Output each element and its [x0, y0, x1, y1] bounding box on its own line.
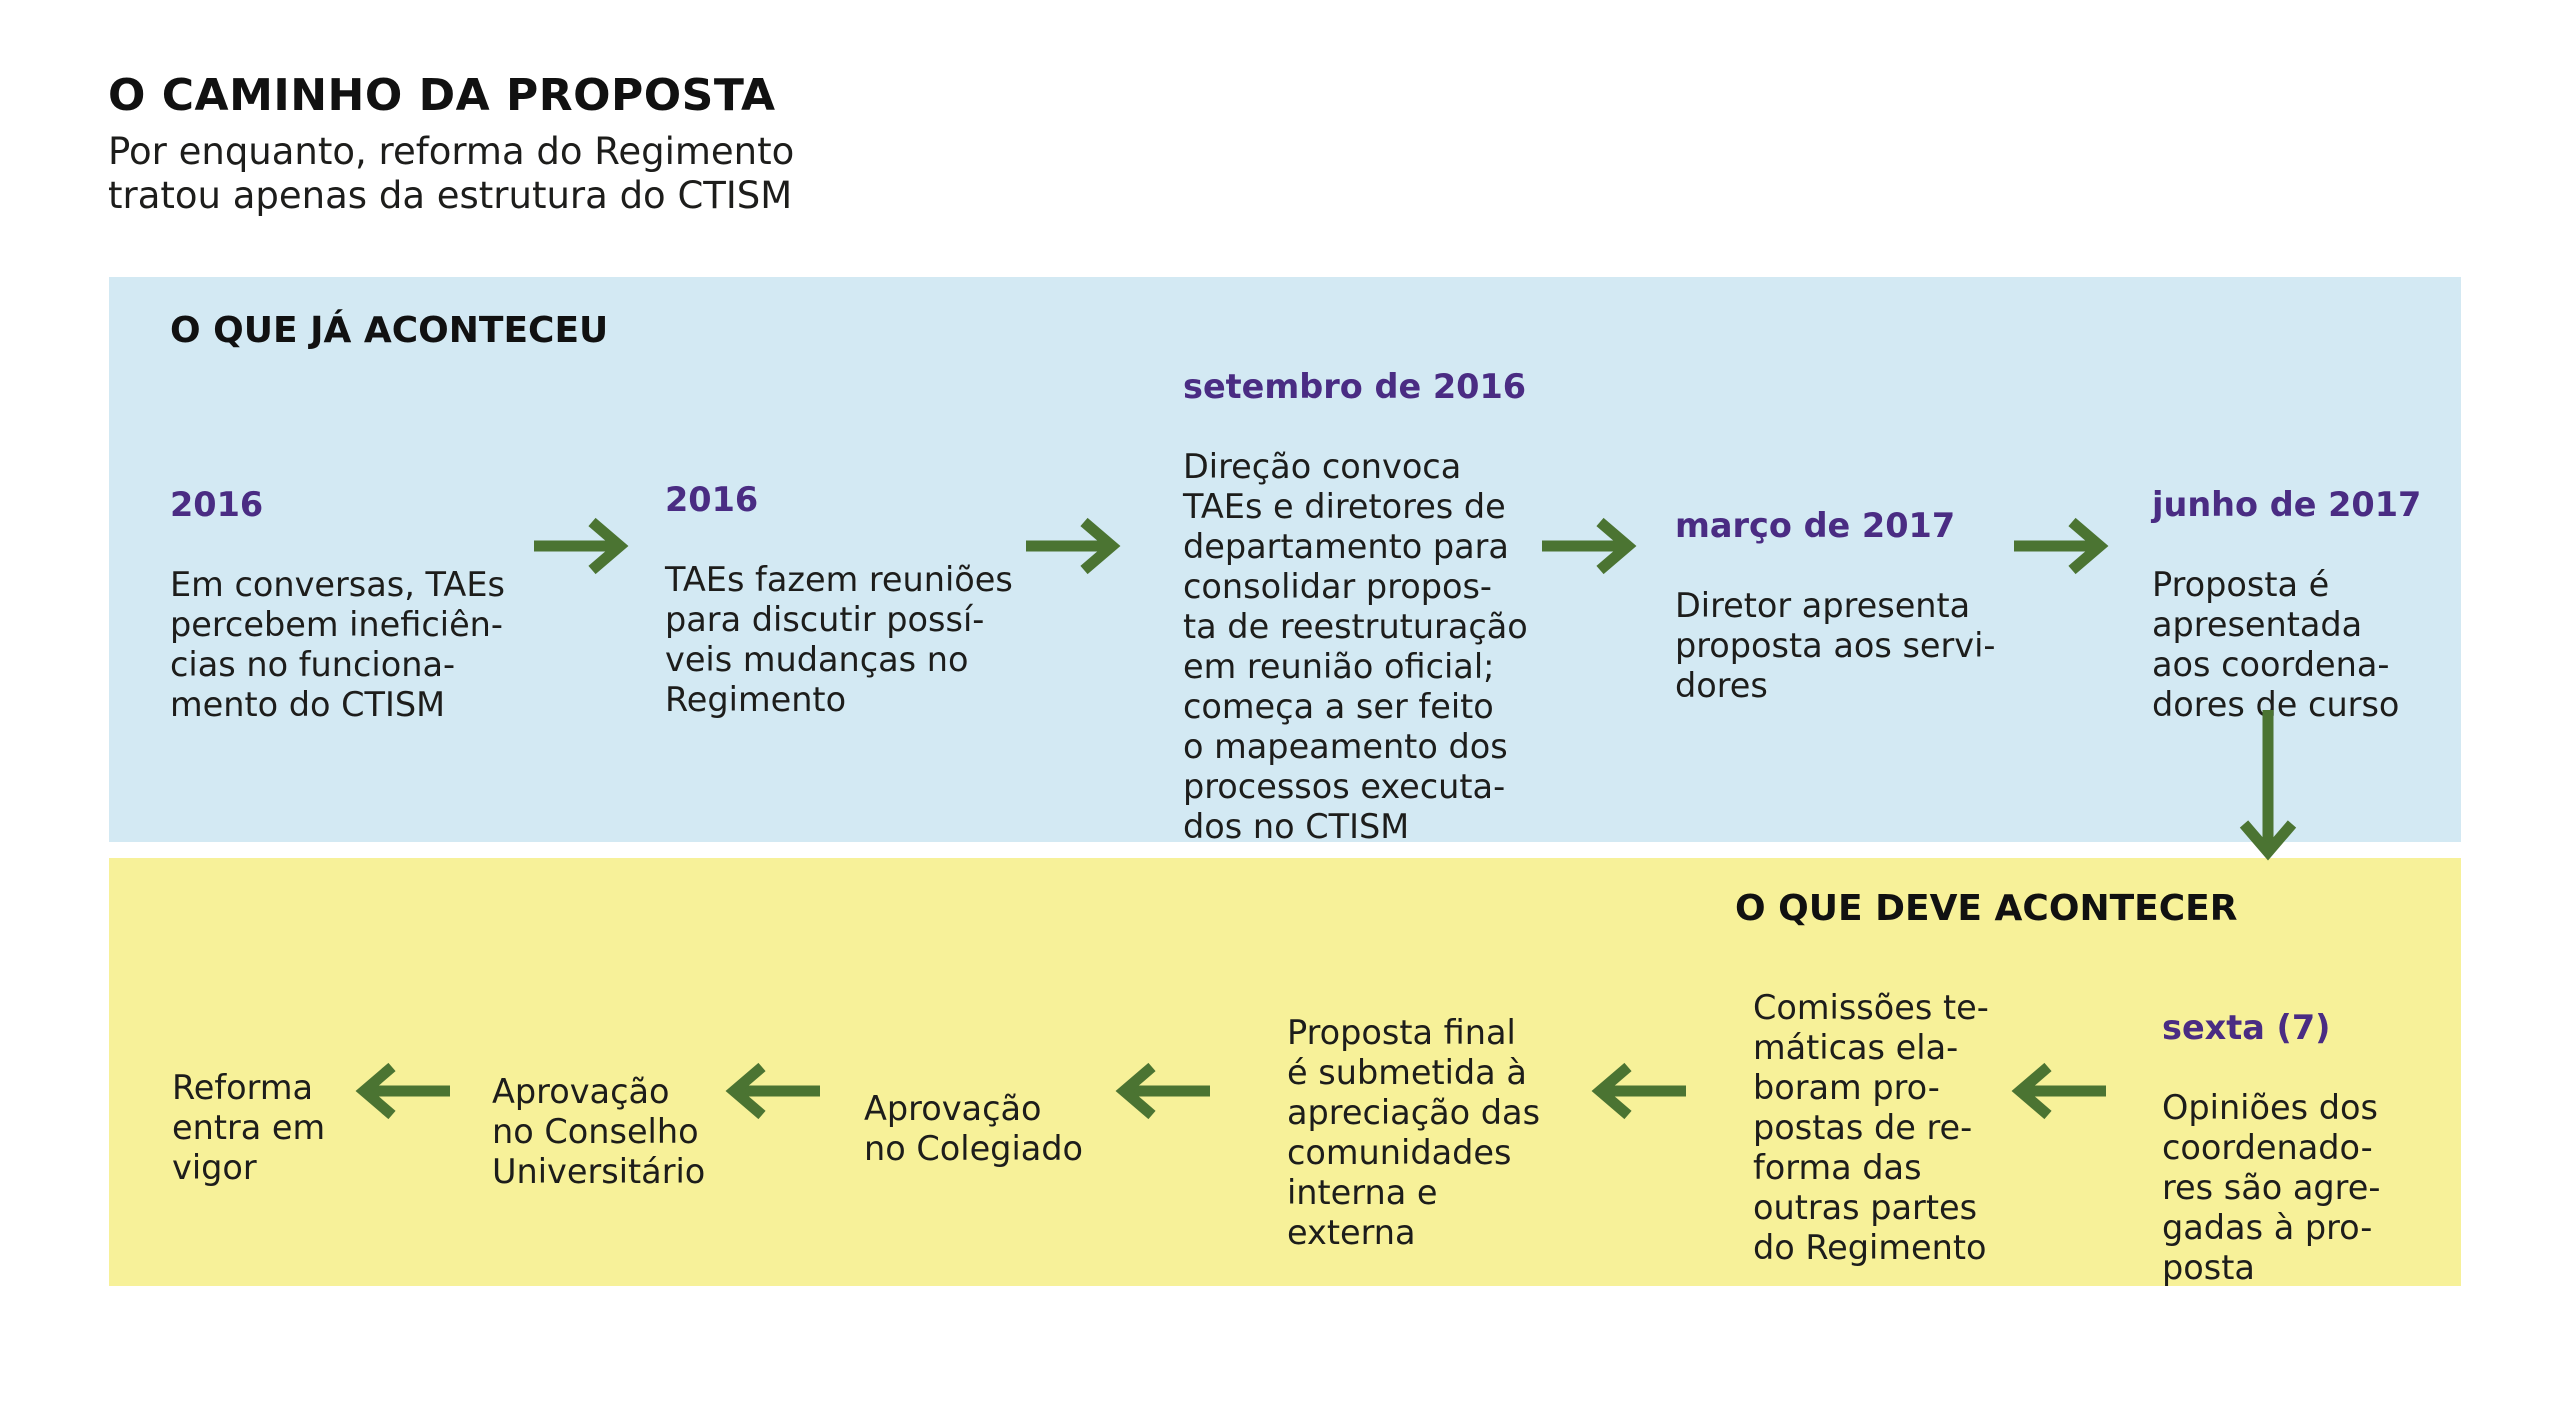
- step-text: Em conversas, TAEs percebem ineficiên- cias no funciona- mento do CTISM: [170, 565, 505, 724]
- left-arrow-icon: [1112, 1061, 1212, 1121]
- future-step-3: [1287, 973, 1540, 1293]
- step-text: Aprovação no Conselho Universitário: [492, 1072, 706, 1191]
- page-subtitle: Por enquanto, reforma do Regimento tratou apenas da estrutura do CTISM: [108, 130, 795, 217]
- past-step-4: [1675, 466, 1996, 746]
- step-date: março de 2017: [1675, 506, 1956, 545]
- past-section-heading: O QUE JÁ ACONTECEU: [170, 310, 609, 351]
- right-arrow-icon: [2012, 516, 2112, 576]
- step-text: Opiniões dos coordenado- res são agre- gadas à pro- posta: [2162, 1088, 2381, 1287]
- future-step-1: [2162, 968, 2380, 1328]
- past-step-2: [665, 440, 1013, 760]
- step-date: setembro de 2016: [1183, 367, 1527, 406]
- step-date: junho de 2017: [2152, 485, 2422, 524]
- past-step-3: [1183, 327, 1528, 887]
- step-date: 2016: [665, 480, 759, 519]
- past-step-1: [170, 445, 505, 765]
- step-text: Direção convoca TAEs e diretores de departamento para consolidar propos- ta de reestruturação em reunião oficial; começa a ser feito o mapeamento dos processos executa- dos no CTISM: [1183, 447, 1528, 846]
- left-arrow-icon: [1588, 1061, 1688, 1121]
- left-arrow-icon: [722, 1061, 822, 1121]
- right-arrow-icon: [1540, 516, 1640, 576]
- right-arrow-icon: [532, 516, 632, 576]
- right-arrow-icon: [1024, 516, 1124, 576]
- step-text: Reforma entra em vigor: [172, 1068, 326, 1187]
- future-step-6: [172, 1028, 325, 1228]
- page-title: O CAMINHO DA PROPOSTA: [108, 70, 776, 121]
- step-text: TAEs fazem reuniões para discutir possí- veis mudanças no Regimento: [665, 560, 1013, 719]
- step-text: Proposta final é submetida à apreciação das comunidades interna e externa: [1287, 1013, 1541, 1252]
- step-text: Proposta é apresentada aos coordena- dores de curso: [2152, 565, 2400, 724]
- step-date: 2016: [170, 485, 264, 524]
- step-text: Aprovação no Colegiado: [864, 1089, 1084, 1168]
- left-arrow-icon: [2008, 1061, 2108, 1121]
- step-date: sexta (7): [2162, 1008, 2331, 1047]
- future-step-2: [1753, 948, 1989, 1308]
- down-arrow-icon: [2238, 710, 2298, 865]
- future-step-5: [492, 1032, 705, 1232]
- future-section-heading: O QUE DEVE ACONTECER: [1735, 888, 2238, 929]
- step-text: Comissões te- máticas ela- boram pro- postas de re- forma das outras partes do Regimento: [1753, 988, 1989, 1267]
- step-text: Diretor apresenta proposta aos servi- dores: [1675, 586, 1996, 705]
- future-step-4: [864, 1049, 1083, 1209]
- left-arrow-icon: [352, 1061, 452, 1121]
